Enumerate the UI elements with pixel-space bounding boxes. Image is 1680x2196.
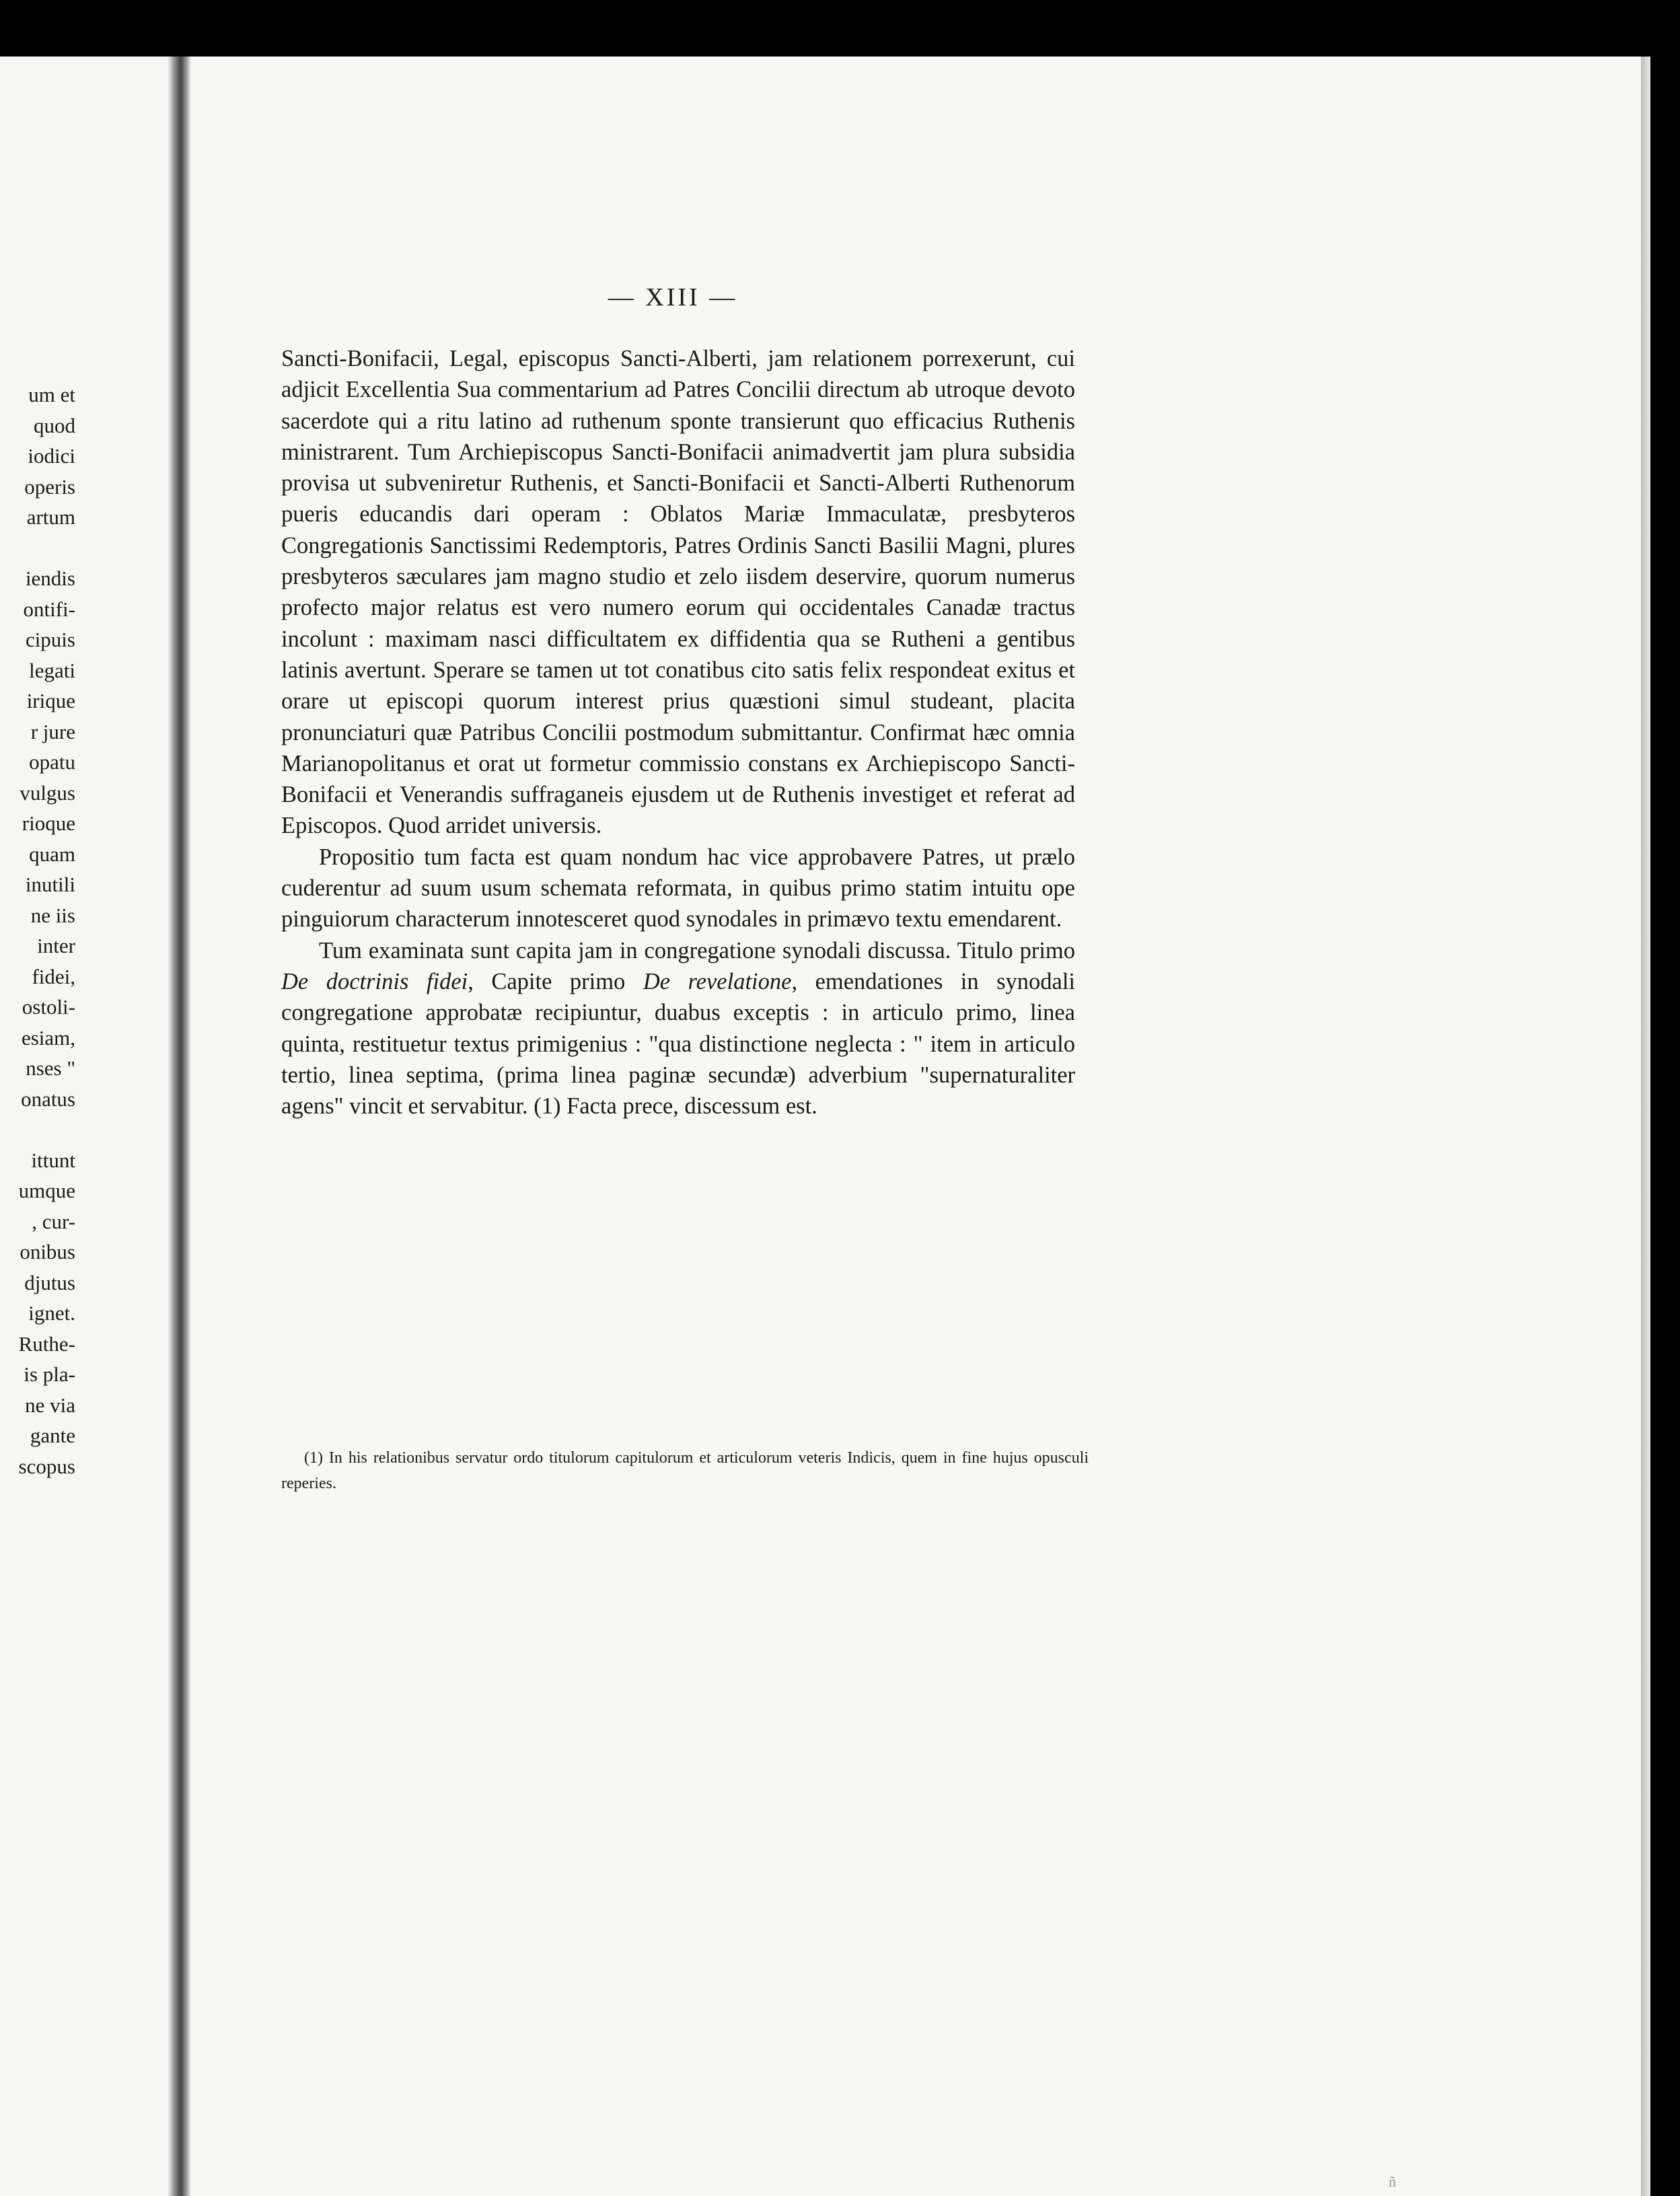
left-page-line: inter xyxy=(37,934,75,957)
left-page-line: iodici xyxy=(28,444,75,468)
left-page-line: scopus xyxy=(18,1454,75,1478)
left-page-line: esiam, xyxy=(21,1025,75,1050)
left-page-line: onatus xyxy=(21,1087,75,1111)
left-page-line: irique xyxy=(26,689,75,712)
left-page-line: cipuis xyxy=(25,628,75,651)
left-page-line: r jure xyxy=(30,719,75,743)
left-page-line: ostoli- xyxy=(22,995,75,1019)
paragraph-3-part-c: , emendationes in synodali congregatione approbatæ recipiuntur, duabus exceptis : in articulo primo, linea quinta, restituetur textus primigenius : "qua distinctione neglecta : " item in articulo tertio, linea septima, (prima linea paginæ secundæ) adverbium "supernaturaliter agens" vincit et servabitur. (1) Facta prece, discessum est. xyxy=(281,968,1075,1120)
left-page-line: onibus xyxy=(20,1240,75,1264)
left-page-line: Ruthe- xyxy=(18,1331,75,1356)
main-text-block xyxy=(281,343,1075,1122)
left-page-line: nses " xyxy=(26,1056,75,1080)
paragraph-1: Sancti-Bonifacii, Legal, episcopus Sancti-Alberti, jam relationem porrexerunt, cui adjicit Excellentia Sua commentarium ad Patres Concilii directum ab utroque devoto sacerdote qui a ritu latino ad ruthenum sponte transierunt quo efficacius Ruthenis ministrarent. Tum Archiepiscopus Sancti-Bonifacii animadvertit jam plura subsidia provisa ut subveniretur Ruthenis, et Sancti-Bonifacii et Sancti-Alberti Ruthenorum pueris educandis dari operam : Oblatos Mariæ Immaculatæ, presbyteros Congregationis Sanctissimi Redemptoris, Patres Ordinis Sancti Basilii Magni, plures presbyteros sæculares jam magno studio et zelo iisdem deservire, quorum numerus profecto major relatus est vero numero eorum qui occidentales Canadæ tractus incolunt : maximam nasci difficultatem ex diffidentia qua se Rutheni a gentibus latinis avertunt. Sperare se tamen ut tot conatibus cito satis felix respondeat exitus et orare ut episcopi quorum interest prius quæstioni simul studeant, placita pronunciaturi quæ Patribus Concilii postmodum submittantur. Confirmat hæc omnia Marianopolitanus et orat ut formetur commissio constans ex Archiepiscopo Sancti-Bonifacii et Venerandis suffraganeis ejusdem ut de Ruthenis investiget et referat ad Episcopos. Quod arridet universis. xyxy=(281,346,1075,839)
page-edge xyxy=(1641,57,1650,2196)
paragraph-3-part-b: , Capite primo xyxy=(468,968,643,994)
paragraph-3 xyxy=(281,935,1075,1122)
left-page-line: is pla- xyxy=(24,1362,75,1386)
left-page-line: rioque xyxy=(22,811,75,835)
corner-mark: ñ xyxy=(1389,2173,1396,2190)
left-page-line: operis xyxy=(24,474,75,499)
left-page-line: opatu xyxy=(29,750,75,774)
footnote-text: (1) In his relationibus servatur ordo titulorum capitulorum et articulorum veteris Indicis, quem in fine hujus opusculi reperies. xyxy=(281,1449,1089,1492)
left-page-line: ne via xyxy=(25,1393,75,1417)
left-page-line: vulgus xyxy=(20,780,75,805)
title-de-doctrinis-fidei: De doctrinis fidei xyxy=(281,968,468,994)
left-page-line xyxy=(0,533,75,564)
left-page-line: djutus xyxy=(24,1270,75,1294)
left-page-line: gante xyxy=(30,1424,75,1447)
left-page-text xyxy=(0,379,75,1481)
paragraph-2: Propositio tum facta est quam nondum hac vice approbavere Patres, ut prælo cuderentur ad suum usum schemata reformata, in quibus primo statim intuitu ope pinguiorum characterum innotesceret quod synodales in primævo textu emendarent. xyxy=(281,844,1075,932)
title-de-revelatione: De revelatione xyxy=(643,968,792,994)
left-page-line: quam xyxy=(29,842,75,866)
book-gutter xyxy=(168,57,191,2196)
left-page-line: ignet. xyxy=(28,1301,75,1325)
left-page-line: ontifi- xyxy=(23,597,75,621)
left-page-line: ittunt xyxy=(31,1148,75,1172)
footnote xyxy=(281,1445,1089,1496)
left-page-line: legati xyxy=(29,658,75,682)
left-page-line: artum xyxy=(26,505,75,529)
page-number-header: — XIII — xyxy=(608,283,738,312)
left-page-line xyxy=(0,1114,75,1145)
left-page-line: , cur- xyxy=(32,1209,75,1233)
left-page-line: um et xyxy=(28,383,75,406)
left-page-line: umque xyxy=(18,1179,75,1202)
left-page-line: ne iis xyxy=(30,903,75,927)
left-page-fragment xyxy=(0,57,176,2196)
left-page-line: inutili xyxy=(25,873,75,896)
left-page-line: iendis xyxy=(25,566,75,590)
paragraph-3-part-a: Tum examinata sunt capita jam in congregatione synodali discussa. Titulo primo xyxy=(319,937,1075,963)
left-page-line: quod xyxy=(34,413,75,437)
left-page-line: fidei, xyxy=(32,964,75,988)
